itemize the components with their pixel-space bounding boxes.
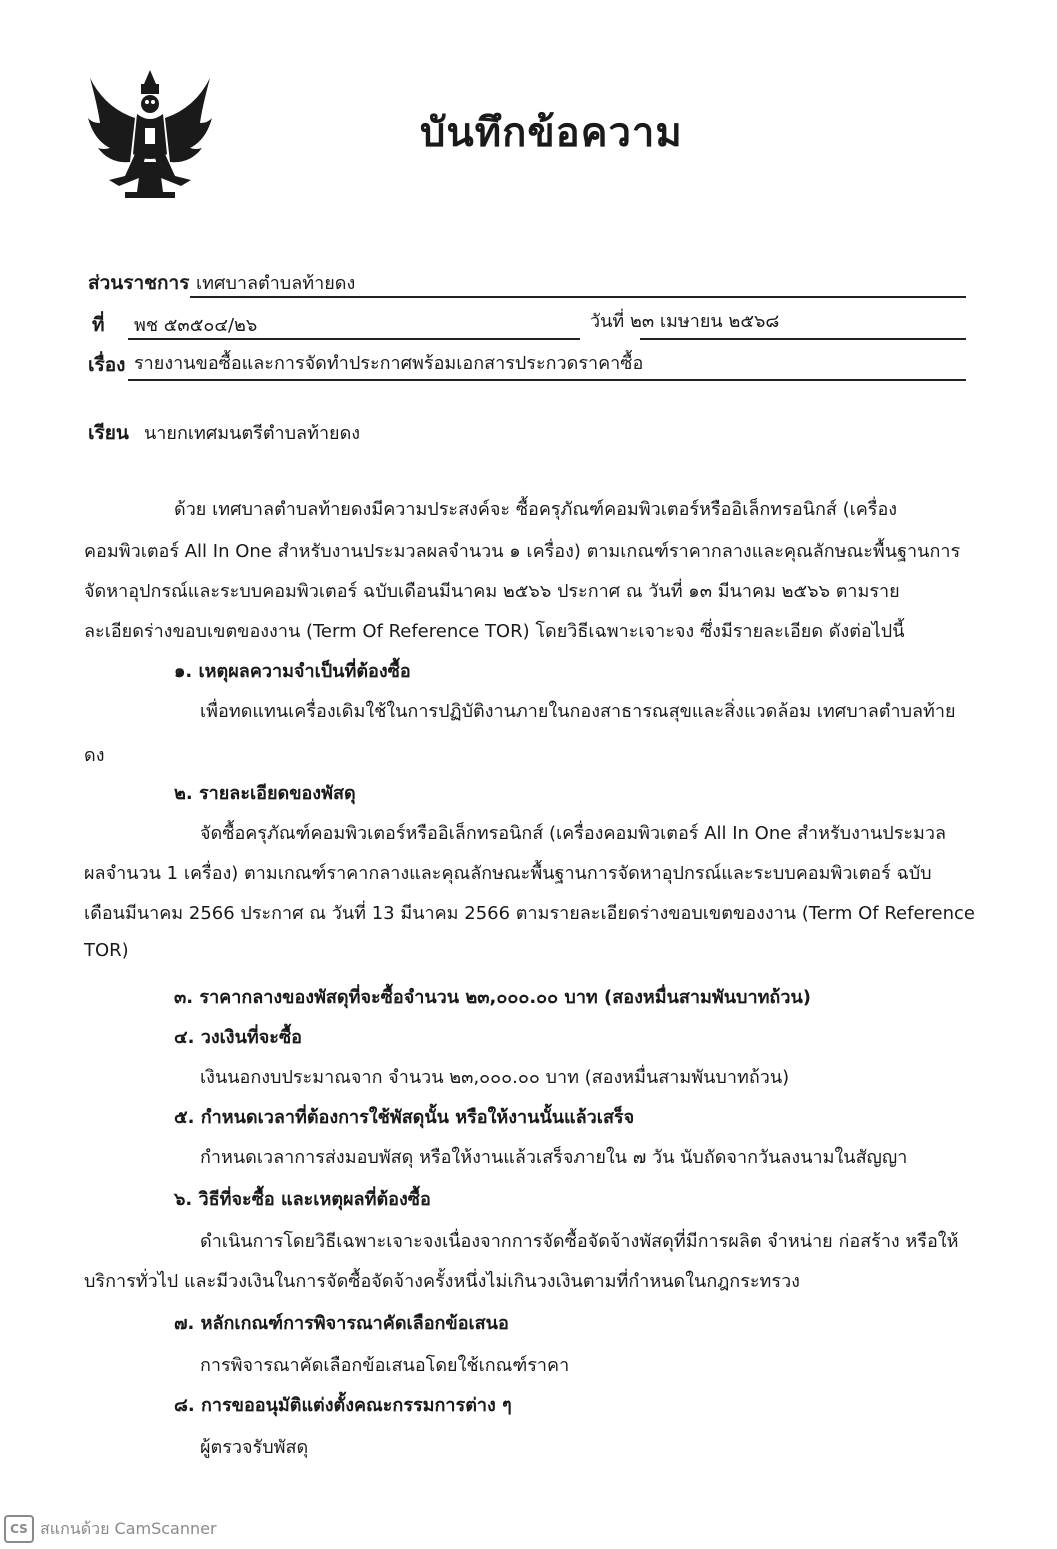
- agency-label: ส่วนราชการ: [88, 272, 190, 294]
- date-underline: [640, 338, 966, 340]
- agency-underline: [190, 296, 966, 298]
- section-heading: ๑. เหตุผลความจำเป็นที่ต้องซื้อ: [174, 661, 411, 682]
- agency-value: เทศบาลตำบลท้ายดง: [196, 273, 356, 294]
- to-label: เรียน: [88, 422, 129, 444]
- section-heading: ๕. กำหนดเวลาที่ต้องการใช้พัสดุนั้น หรือให้งานนั้นแล้วเสร็จ: [174, 1107, 635, 1128]
- subject-label: เรื่อง: [88, 354, 126, 376]
- section-heading: ๒. รายละเอียดของพัสดุ: [174, 783, 356, 804]
- subject-underline: [128, 379, 966, 381]
- body-line: ด้วย เทศบาลตำบลท้ายดงมีความประสงค์จะ ซื้อครุภัณฑ์คอมพิวเตอร์หรืออิเล็กทรอนิกส์ (เครื่อง: [174, 499, 898, 520]
- memo-title: บันทึกข้อความ: [420, 110, 683, 156]
- subject-value: รายงานขอซื้อและการจัดทำประกาศพร้อมเอกสารประกวดราคาซื้อ: [134, 353, 644, 374]
- body-line: ดำเนินการโดยวิธีเฉพาะเจาะจงเนื่องจากการจัดซื้อจัดจ้างพัสดุที่มีการผลิต จำหน่าย ก่อสร้าง หรือให้: [200, 1231, 959, 1252]
- section-heading: ๖. วิธีที่จะซื้อ และเหตุผลที่ต้องซื้อ: [174, 1189, 431, 1210]
- body-line: เดือนมีนาคม 2566 ประกาศ ณ วันที่ 13 มีนาคม 2566 ตามรายละเอียดร่างขอบเขตของงาน (Term Of Reference: [84, 903, 975, 924]
- body-line: การพิจารณาคัดเลือกข้อเสนอโดยใช้เกณฑ์ราคา: [200, 1355, 570, 1376]
- body-line: จัดหาอุปกรณ์และระบบคอมพิวเตอร์ ฉบับเดือนมีนาคม ๒๕๖๖ ประกาศ ณ วันที่ ๑๓ มีนาคม ๒๕๖๖ ตามราย: [84, 581, 900, 602]
- ref-underline: [128, 338, 580, 340]
- section-heading: ๘. การขออนุมัติแต่งตั้งคณะกรรมการต่าง ๆ: [174, 1395, 512, 1416]
- section-heading: ๔. วงเงินที่จะซื้อ: [174, 1027, 302, 1048]
- body-line: ผู้ตรวจรับพัสดุ: [200, 1437, 309, 1458]
- body-line: TOR): [84, 940, 129, 961]
- section-heading: ๗. หลักเกณฑ์การพิจารณาคัดเลือกข้อเสนอ: [174, 1313, 509, 1334]
- ref-label: ที่: [92, 314, 105, 336]
- camscanner-icon: CS: [4, 1515, 34, 1543]
- ref-value: พช ๕๓๕๐๔/๒๖: [134, 315, 258, 336]
- body-line: ดง: [84, 745, 105, 766]
- body-line: คอมพิวเตอร์ All In One สำหรับงานประมวลผลจำนวน ๑ เครื่อง) ตามเกณฑ์ราคากลางและคุณลักษณะพื้นฐานการ: [84, 541, 961, 562]
- body-line: เพื่อทดแทนเครื่องเดิมใช้ในการปฏิบัติงานภายในกองสาธารณสุขและสิ่งแวดล้อม เทศบาลตำบลท้าย: [200, 701, 956, 722]
- to-value: นายกเทศมนตรีตำบลท้ายดง: [144, 423, 361, 444]
- garuda-emblem-icon: [85, 62, 215, 207]
- body-line: ละเอียดร่างขอบเขตของงาน (Term Of Reference TOR) โดยวิธีเฉพาะเจาะจง ซึ่งมีรายละเอียด ดังต่อไปนี้: [84, 621, 905, 642]
- body-line: บริการทั่วไป และมีวงเงินในการจัดซื้อจัดจ้างครั้งหนึ่งไม่เกินวงเงินตามที่กำหนดในกฎกระทรวง: [84, 1271, 800, 1292]
- camscanner-watermark: [4, 1515, 217, 1543]
- body-line: เงินนอกงบประมาณจาก จำนวน ๒๓,๐๐๐.๐๐ บาท (สองหมื่นสามพันบาทถ้วน): [200, 1067, 790, 1088]
- body-line: จัดซื้อครุภัณฑ์คอมพิวเตอร์หรืออิเล็กทรอนิกส์ (เครื่องคอมพิวเตอร์ All In One สำหรับงานประมวล: [200, 823, 947, 844]
- body-line: ผลจำนวน 1 เครื่อง) ตามเกณฑ์ราคากลางและคุณลักษณะพื้นฐานการจัดหาอุปกรณ์และระบบคอมพิวเตอร์ ฉบับ: [84, 863, 932, 884]
- section-heading: ๓. ราคากลางของพัสดุที่จะซื้อจำนวน ๒๓,๐๐๐.๐๐ บาท (สองหมื่นสามพันบาทถ้วน): [174, 987, 811, 1008]
- body-line: กำหนดเวลาการส่งมอบพัสดุ หรือให้งานแล้วเสร็จภายใน ๗ วัน นับถัดจากวันลงนามในสัญญา: [200, 1147, 908, 1168]
- camscanner-text: สแกนด้วย CamScanner: [40, 1518, 217, 1538]
- memo-date: วันที่ ๒๓ เมษายน ๒๕๖๘: [590, 311, 780, 332]
